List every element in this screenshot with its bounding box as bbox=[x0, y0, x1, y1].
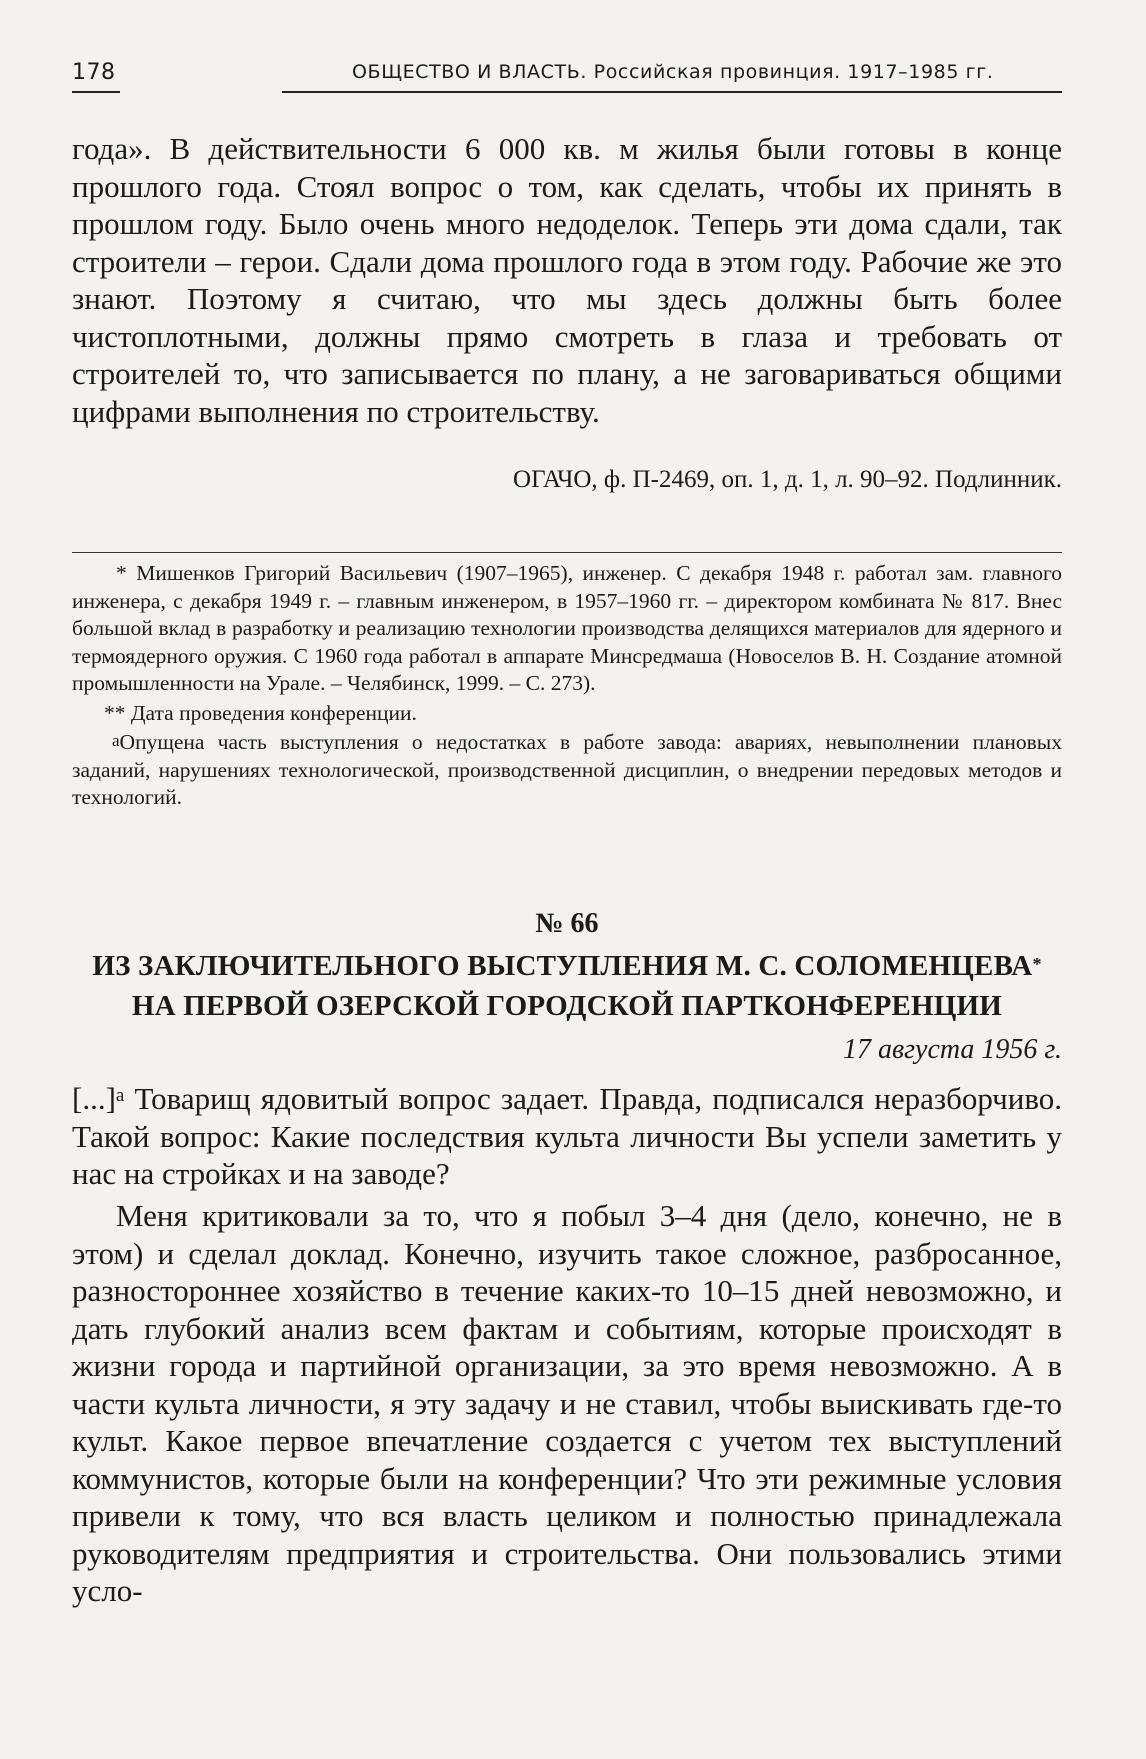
archive-source: ОГАЧО, ф. П-2469, оп. 1, д. 1, л. 90–92. Подлинник. bbox=[513, 466, 1062, 493]
paragraph-2 bbox=[72, 1080, 1062, 1193]
paragraph-1: года». В действительности 6 000 кв. м жилья были готовы в конце прошлого года. Стоял вопрос о том, как сделать, чтобы их принять в прошлом году. Было очень много недоделок. Теперь эти дома сдали, так строители – герои. Сдали дома прошлого года в этом году. Рабочие же это знают. Поэтому я считаю, что мы здесь должны быть более чистоплотными, должны прямо смотреть в глаза и требовать от строителей то, что записывается по плану, а не заговариваться общими цифрами выполнения по строительству. bbox=[72, 131, 1062, 429]
running-header bbox=[72, 58, 1062, 94]
footnote-divider bbox=[72, 552, 1062, 553]
footnote-3-mark: а bbox=[112, 731, 120, 750]
document-title-line-2: НА ПЕРВОЙ ОЗЕРСКОЙ ГОРОДСКОЙ ПАРТКОНФЕРЕНЦИИ bbox=[131, 990, 1003, 1022]
footnotes bbox=[72, 560, 1062, 812]
running-title: ОБЩЕСТВО И ВЛАСТЬ. Российская провинция. 1917–1985 гг. bbox=[352, 61, 994, 83]
footnote-1-text: Мишенков Григорий Васильевич (1907–1965), инженер. С декабря 1948 г. работал зам. главного инженера, с декабря 1949 г. – главным инженером, в 1957–1960 гг. – директором комбината № 817. Внес большой вклад в разработку и реализацию технологии производства делящихся материалов для ядерного и термоядерного оружия. С 1960 года работал в аппарате Минсредмаша (Новоселов В. Н. Создание атомной промышленности на Урале. – Челябинск, 1999. – С. 273). bbox=[72, 561, 1063, 695]
document-number: № 66 bbox=[535, 908, 599, 939]
document-date: 17 августа 1956 г. bbox=[842, 1034, 1062, 1065]
footnote-3 bbox=[72, 729, 1062, 812]
omission-footnote-mark: а bbox=[115, 1085, 125, 1106]
omission-bracket: [...] bbox=[72, 1081, 116, 1116]
document-title-line-1: ИЗ ЗАКЛЮЧИТЕЛЬНОГО ВЫСТУПЛЕНИЯ М. С. СОЛОМЕНЦЕВА* bbox=[92, 950, 1042, 982]
page-number: 178 bbox=[72, 60, 116, 85]
footnote-2-mark: ** bbox=[104, 700, 126, 725]
paragraph-2-text: Товарищ ядовитый вопрос задает. Правда, подписался неразборчиво. Такой вопрос: Какие последствия культа личности Вы успели заметить у нас на стройках и на заводе? bbox=[72, 1081, 1062, 1191]
paragraph-3: Меня критиковали за то, что я побыл 3–4 дня (дело, конечно, не в этом) и сделал доклад. Конечно, изучить такое сложное, разбросанное, разностороннее хозяйство в течение каких-то 10–15 дней невозможно, и дать глубокий анализ всем фактам и событиям, которые происходят в жизни города и партийной организации, за это время невозможно. А в части культа личности, я эту задачу и не ставил, чтобы выискивать где-то культ. Какое первое впечатление создается с учетом тех выступлений коммунистов, которые были на конференции? Что эти режимные условия привели к тому, что вся власть целиком и полностью принадлежала руководителям предприятия и строительства. Они пользовались этими усло- bbox=[72, 1198, 1062, 1608]
footnote-2 bbox=[72, 700, 1062, 728]
document-title bbox=[72, 946, 1062, 1026]
title-footnote-mark: * bbox=[1032, 954, 1042, 974]
footnote-1-mark: * bbox=[116, 561, 127, 585]
footnote-3-text: Опущена часть выступления о недостатках в работе завода: авариях, невыполнении плановых заданий, нарушениях технологической, производственной дисциплин, о внедрении передовых методов и технологий. bbox=[72, 730, 1062, 809]
header-rule-left bbox=[72, 91, 120, 93]
header-rule-right bbox=[282, 91, 1062, 93]
footnote-2-text: Дата проведения конференции. bbox=[130, 700, 417, 725]
footnote-1 bbox=[72, 560, 1062, 698]
